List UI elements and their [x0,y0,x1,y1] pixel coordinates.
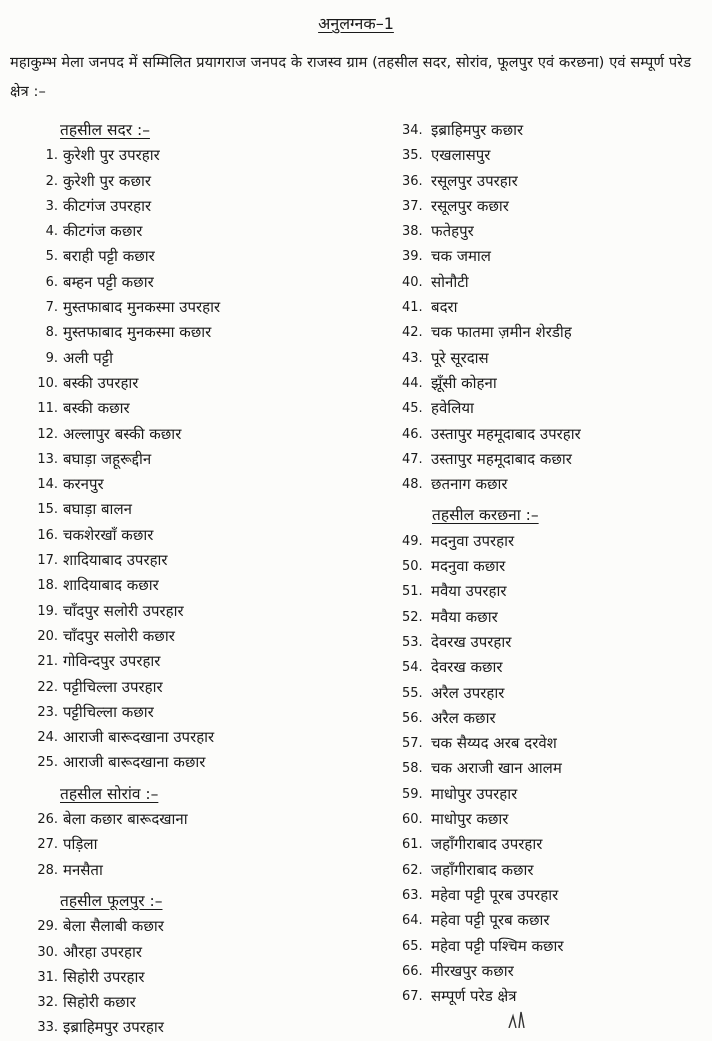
item-number: 43. [402,350,423,366]
item-number: 13. [37,451,58,467]
item-number: 9. [45,350,58,366]
signature-mark-icon [505,1008,535,1028]
item-name: मवैया कछार [431,607,498,626]
item-number: 52. [402,609,423,625]
list-item [28,858,388,883]
list-item [28,497,388,522]
list-item [402,270,706,295]
list-item [402,756,706,781]
item-number: 42. [402,325,423,341]
item-number: 23. [37,704,58,720]
item-number: 1. [45,148,58,164]
item-number: 51. [402,584,423,600]
item-number: 33. [37,1020,58,1036]
list-item [28,422,388,447]
list-item [28,649,388,674]
item-name: पूरे सूरदास [431,348,489,367]
item-number: 30. [37,944,58,960]
item-name: चक सैय्यद अरब दरवेश [431,734,557,753]
list-item [28,447,388,472]
item-number: 32. [37,995,58,1011]
item-name: पट्टीचिल्ला उपरहार [63,677,163,696]
item-number: 61. [402,837,423,853]
item-name: माधोपुर कछार [431,810,509,829]
list-item [402,883,706,908]
item-name: बस्की उपरहार [63,373,139,392]
item-name: उस्तापुर महमूदाबाद उपरहार [431,424,581,443]
item-number: 62. [402,862,423,878]
item-name: कुरेशी पुर उपरहार [63,146,160,165]
item-name: इब्राहिमपुर कछार [431,121,524,139]
list-phulpur [28,914,388,1040]
item-number: 29. [37,919,58,935]
item-name: रसूलपुर कछार [431,196,509,215]
list-item [402,472,706,497]
item-name: कुरेशी पुर कछार [63,171,151,190]
document-title: अनुलग्नक–1 [318,14,394,33]
list-item [28,346,388,371]
item-name: अली पट्टी [63,348,114,367]
item-number: 16. [37,527,58,543]
item-number: 36. [402,173,423,189]
item-name: चक फातमा ज़मीन शेरडीह [431,323,572,342]
list-item [402,959,706,984]
list-item [402,858,706,883]
item-name: बम्हन पट्टी कछार [63,272,154,291]
item-number: 54. [402,660,423,676]
list-item [402,908,706,933]
item-name: जहाँगीराबाद कछार [431,860,534,879]
item-name: महेवा पट्टी पूरब कछार [431,911,550,930]
item-name: आराजी बारूदखाना कछार [63,753,206,772]
list-item [28,832,388,857]
item-name: महेवा पट्टी पश्चिम कछार [431,936,564,955]
item-name: चाँदपुर सलोरी उपरहार [63,601,184,620]
item-number: 65. [402,938,423,954]
item-number: 27. [37,837,58,853]
item-name: चाँदपुर सलोरी कछार [63,626,175,645]
item-name: बराही पट्टी कछार [63,247,155,266]
item-name: माधोपुर उपरहार [431,784,518,803]
item-number: 49. [402,533,423,549]
item-name: चक अराजी खान आलम [431,759,562,778]
list-item [28,807,388,832]
item-number: 35. [402,148,423,164]
list-item [402,984,706,1009]
item-number: 18. [37,578,58,594]
section-heading-karchhana: तहसील करछना :– [432,506,539,525]
item-name: बदरा [431,298,458,317]
list-item [28,990,388,1015]
item-name: इब्राहिमपुर उपरहार [63,1018,164,1037]
list-sadar [28,143,388,775]
item-name: जहाँगीराबाद उपरहार [431,835,543,854]
item-number: 48. [402,477,423,493]
list-item [28,371,388,396]
item-name: बघाड़ा जहूरूद्दीन [63,449,152,468]
item-name: बस्की कछार [63,399,130,418]
item-number: 11. [37,401,58,417]
list-item [402,934,706,959]
list-phulpur-continued [402,118,706,497]
list-item [402,579,706,604]
section-heading-sadar: तहसील सदर :– [60,121,150,139]
item-name: अरैल कछार [431,708,496,727]
item-name: मनसैता [63,860,103,879]
item-number: 26. [37,812,58,828]
item-name: झूँसी कोहना [431,373,497,392]
item-number: 34. [402,123,423,138]
list-item [402,118,706,143]
list-item [402,807,706,832]
item-number: 47. [402,451,423,467]
item-name: आराजी बारूदखाना उपरहार [63,728,215,747]
item-name: औरहा उपरहार [63,942,142,961]
list-item [402,655,706,680]
item-number: 63. [402,887,423,903]
list-item [402,782,706,807]
item-name: मवैया उपरहार [431,582,507,601]
list-item [402,731,706,756]
list-item [28,396,388,421]
list-item [402,295,706,320]
item-number: 45. [402,401,423,417]
section-heading-soraon: तहसील सोरांव :– [60,784,159,803]
item-number: 56. [402,710,423,726]
list-item [402,554,706,579]
item-number: 44. [402,375,423,391]
item-number: 14. [37,477,58,493]
item-name: चक जमाल [431,247,491,266]
list-item [402,396,706,421]
list-item [28,169,388,194]
item-number: 8. [45,325,58,341]
item-name: कीटगंज उपरहार [63,196,152,215]
list-item [28,750,388,775]
item-number: 37. [402,198,423,214]
list-item [402,346,706,371]
intro-paragraph: महाकुम्भ मेला जनपद में सम्मिलित प्रयागराज जनपद के राजस्व ग्राम (तहसील सदर, सोरांव, फूलपुर एवं करछना) एवं सम्पूर्ण परेड क्षेत्र :– [10,54,692,100]
item-number: 31. [37,969,58,985]
item-number: 22. [37,679,58,695]
item-name: शादियाबाद उपरहार [63,551,168,570]
item-name: छतनाग कछार [431,475,508,494]
item-name: देवरख उपरहार [431,632,512,651]
list-item [402,605,706,630]
list-item [402,422,706,447]
item-number: 57. [402,736,423,752]
list-item [402,143,706,168]
list-item [402,706,706,731]
item-name: रसूलपुर उपरहार [431,171,518,190]
list-item [28,914,388,939]
item-number: 64. [402,913,423,929]
item-name: सम्पूर्ण परेड क्षेत्र [431,987,517,1006]
item-number: 7. [45,300,58,316]
list-item [28,725,388,750]
item-name: देवरख कछार [431,658,503,677]
list-item [28,295,388,320]
item-name: महेवा पट्टी पूरब उपरहार [431,885,559,904]
list-item [28,219,388,244]
item-name: शादियाबाद कछार [63,576,159,595]
item-name: एखलासपुर [431,146,491,165]
item-name: सिहोरी उपरहार [63,967,145,986]
item-name: बेला कछार बारूदखाना [63,810,188,829]
item-number: 10. [37,375,58,391]
list-item [28,548,388,573]
item-name: सिहोरी कछार [63,993,136,1012]
item-number: 50. [402,559,423,575]
list-item [402,244,706,269]
item-number: 55. [402,685,423,701]
list-item [28,143,388,168]
item-number: 28. [37,862,58,878]
item-number: 59. [402,786,423,802]
item-number: 2. [45,173,58,189]
item-number: 12. [37,426,58,442]
item-number: 66. [402,963,423,979]
item-number: 19. [37,603,58,619]
list-item [402,529,706,554]
item-number: 3. [45,198,58,214]
item-number: 58. [402,761,423,777]
list-item [28,194,388,219]
item-number: 41. [402,300,423,316]
list-item [28,940,388,965]
item-name: सोनौटी [431,272,469,291]
item-number: 5. [45,249,58,265]
list-item [28,523,388,548]
item-name: उस्तापुर महमूदाबाद कछार [431,449,572,468]
section-heading-phulpur: तहसील फूलपुर :– [60,891,163,910]
item-number: 67. [402,989,423,1005]
item-number: 46. [402,426,423,442]
item-name: मीरखपुर कछार [431,961,514,980]
item-name: करनपुर [63,475,104,494]
list-item [28,675,388,700]
item-name: मुस्तफाबाद मुनकस्मा कछार [63,323,212,342]
item-number: 24. [37,730,58,746]
list-item [28,270,388,295]
list-item [402,832,706,857]
list-item [402,371,706,396]
item-name: मदनुवा कछार [431,557,506,576]
item-number: 25. [37,755,58,771]
item-number: 53. [402,634,423,650]
item-number: 21. [37,654,58,670]
item-name: फतेहपुर [431,222,474,241]
item-number: 4. [45,224,58,240]
list-item [28,472,388,497]
list-item [28,320,388,345]
item-name: पड़िला [63,835,98,854]
list-item [28,965,388,990]
list-item [402,447,706,472]
item-number: 39. [402,249,423,265]
right-column [402,118,706,1009]
left-column [28,118,388,1041]
list-item [402,320,706,345]
list-item [402,630,706,655]
item-name: अरैल उपरहार [431,683,505,702]
item-name: कीटगंज कछार [63,222,143,241]
item-name: चकशेरखाँ कछार [63,525,154,544]
item-name: गोविन्दपुर उपरहार [63,652,161,671]
item-number: 40. [402,274,423,290]
item-name: हवेलिया [431,399,474,418]
list-item [28,624,388,649]
item-number: 38. [402,224,423,240]
list-karchhana [402,529,706,1010]
item-name: बेला सैलाबी कछार [63,917,164,936]
item-number: 6. [45,274,58,290]
item-name: अल्लापुर बस्की कछार [63,424,182,443]
list-item [402,219,706,244]
item-number: 17. [37,553,58,569]
list-item [28,700,388,725]
list-item [402,169,706,194]
item-name: मुस्तफाबाद मुनकस्मा उपरहार [63,298,221,317]
item-name: पट्टीचिल्ला कछार [63,702,154,721]
list-item [28,1015,388,1040]
list-soraon [28,807,388,883]
item-number: 60. [402,812,423,828]
list-item [28,599,388,624]
item-number: 15. [37,502,58,518]
list-item [28,573,388,598]
item-name: बघाड़ा बालन [63,500,132,519]
list-item [28,244,388,269]
item-name: मदनुवा उपरहार [431,531,515,550]
item-number: 20. [37,628,58,644]
list-item [402,194,706,219]
list-item [402,681,706,706]
